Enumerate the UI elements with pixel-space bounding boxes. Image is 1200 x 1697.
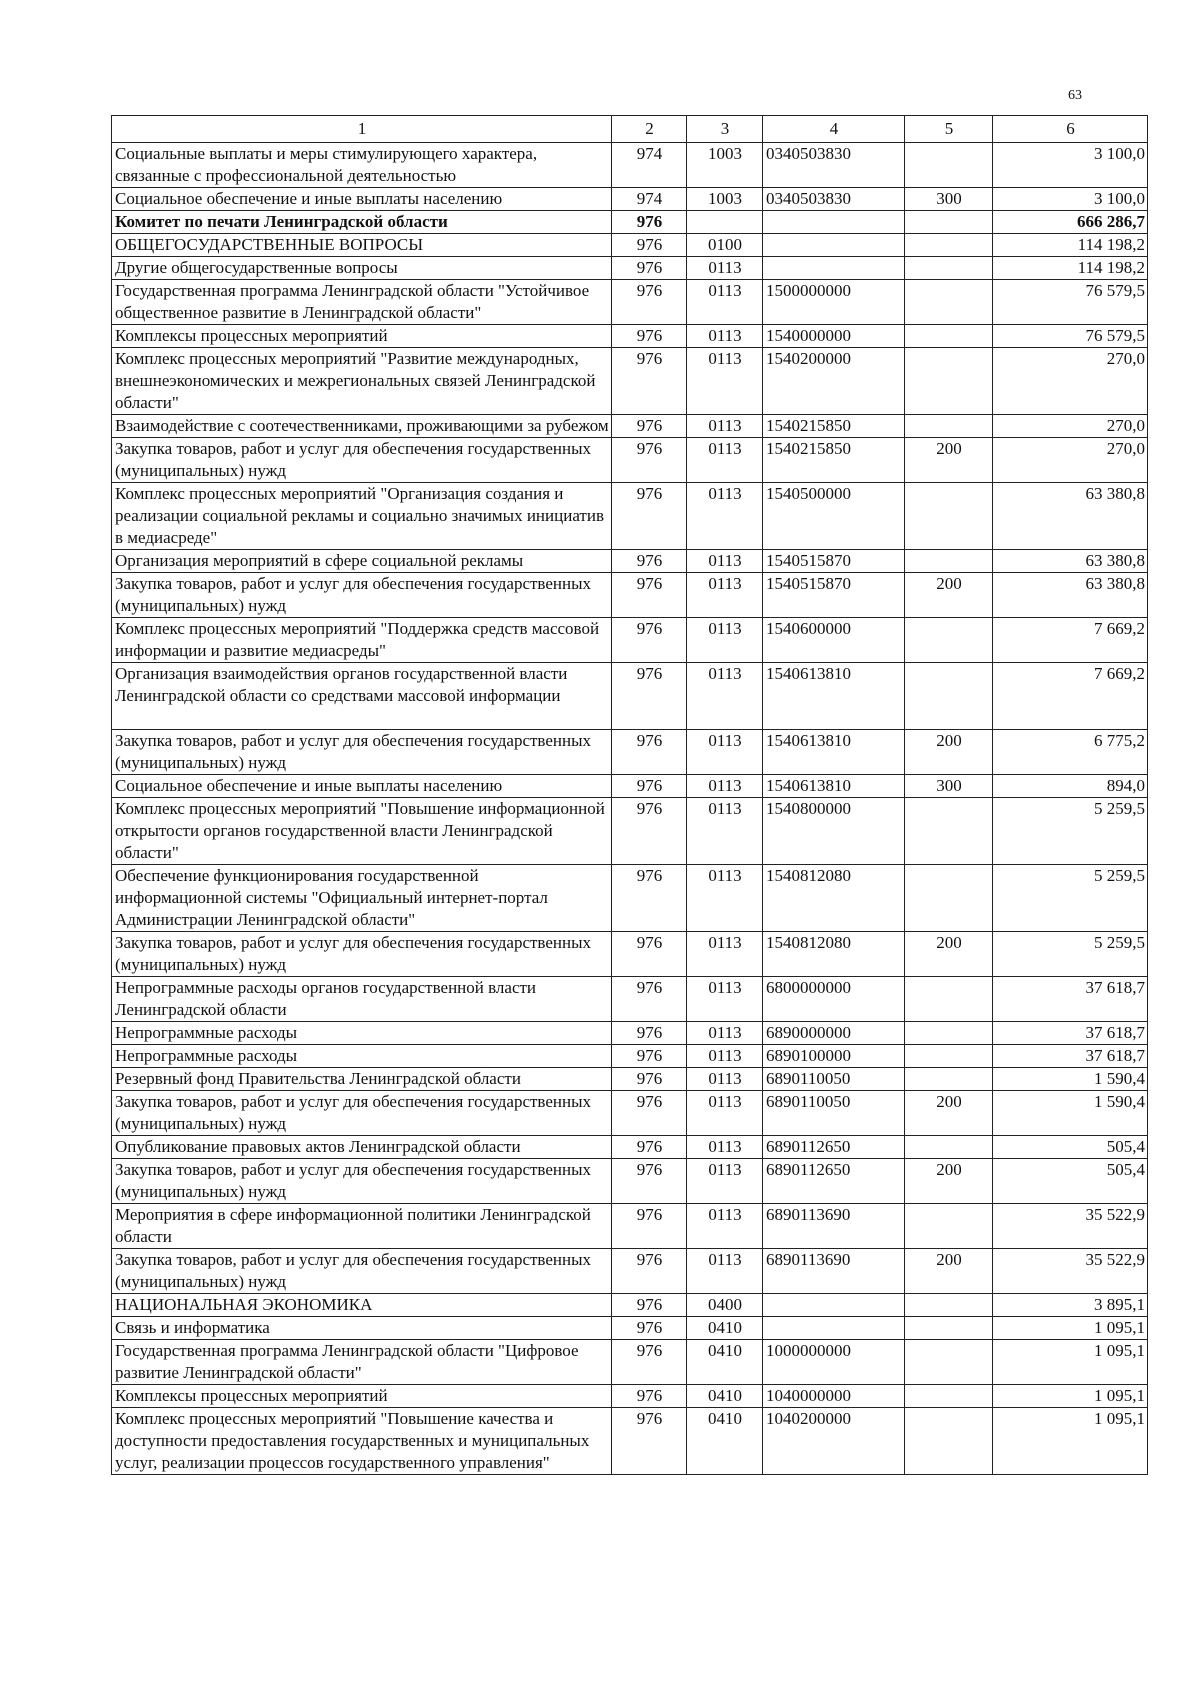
row-target-article: 1500000000 — [763, 280, 905, 325]
row-section-code: 0113 — [687, 663, 763, 730]
row-description: Социальное обеспечение и иные выплаты населению — [112, 775, 612, 798]
row-section-code: 0113 — [687, 730, 763, 775]
table-row — [112, 977, 1148, 1022]
table-row — [112, 1022, 1148, 1045]
row-target-article — [763, 211, 905, 234]
row-amount: 7 669,2 — [993, 618, 1148, 663]
row-description: Организация мероприятий в сфере социальной рекламы — [112, 550, 612, 573]
row-department-code: 976 — [612, 1136, 687, 1159]
row-amount: 76 579,5 — [993, 325, 1148, 348]
row-target-article: 0340503830 — [763, 188, 905, 211]
row-target-article: 1540613810 — [763, 775, 905, 798]
row-section-code: 0113 — [687, 1136, 763, 1159]
row-section-code: 0113 — [687, 325, 763, 348]
table-row — [112, 1249, 1148, 1294]
row-amount: 63 380,8 — [993, 550, 1148, 573]
row-amount: 114 198,2 — [993, 257, 1148, 280]
row-description: Закупка товаров, работ и услуг для обеспечения государственных (муниципальных) нужд — [112, 438, 612, 483]
table-row — [112, 483, 1148, 550]
row-section-code: 0113 — [687, 798, 763, 865]
table-row — [112, 865, 1148, 932]
table-row — [112, 550, 1148, 573]
row-target-article: 1040200000 — [763, 1408, 905, 1475]
row-department-code: 976 — [612, 1340, 687, 1385]
row-amount: 1 095,1 — [993, 1385, 1148, 1408]
row-section-code: 0113 — [687, 775, 763, 798]
header-col-4: 4 — [763, 116, 905, 143]
row-target-article: 1540613810 — [763, 663, 905, 730]
row-section-code: 0410 — [687, 1385, 763, 1408]
table-row — [112, 234, 1148, 257]
row-amount: 5 259,5 — [993, 932, 1148, 977]
row-department-code: 976 — [612, 1204, 687, 1249]
row-description: Комплекс процессных мероприятий "Поддержка средств массовой информации и развитие медиасреды" — [112, 618, 612, 663]
row-amount: 6 775,2 — [993, 730, 1148, 775]
row-expense-type — [905, 1045, 993, 1068]
row-expense-type — [905, 977, 993, 1022]
row-section-code: 0113 — [687, 483, 763, 550]
table-row — [112, 211, 1148, 234]
row-department-code: 976 — [612, 977, 687, 1022]
header-col-5: 5 — [905, 116, 993, 143]
row-department-code: 976 — [612, 1091, 687, 1136]
row-amount: 666 286,7 — [993, 211, 1148, 234]
row-description: ОБЩЕГОСУДАРСТВЕННЫЕ ВОПРОСЫ — [112, 234, 612, 257]
row-expense-type: 300 — [905, 775, 993, 798]
row-expense-type — [905, 415, 993, 438]
row-department-code: 976 — [612, 730, 687, 775]
row-section-code: 0113 — [687, 550, 763, 573]
row-amount: 76 579,5 — [993, 280, 1148, 325]
row-amount: 1 095,1 — [993, 1408, 1148, 1475]
row-department-code: 976 — [612, 1045, 687, 1068]
row-expense-type — [905, 234, 993, 257]
row-amount: 35 522,9 — [993, 1204, 1148, 1249]
row-department-code: 976 — [612, 932, 687, 977]
row-expense-type — [905, 1385, 993, 1408]
row-description: Государственная программа Ленинградской области "Устойчивое общественное развитие в Ленинградской области" — [112, 280, 612, 325]
header-col-6: 6 — [993, 116, 1148, 143]
row-expense-type — [905, 618, 993, 663]
table-row — [112, 280, 1148, 325]
row-target-article: 1040000000 — [763, 1385, 905, 1408]
row-expense-type: 200 — [905, 573, 993, 618]
row-expense-type: 200 — [905, 1091, 993, 1136]
row-expense-type — [905, 663, 993, 730]
row-amount: 1 590,4 — [993, 1091, 1148, 1136]
row-description: Закупка товаров, работ и услуг для обеспечения государственных (муниципальных) нужд — [112, 1091, 612, 1136]
row-target-article: 1540800000 — [763, 798, 905, 865]
row-section-code: 0410 — [687, 1317, 763, 1340]
row-target-article: 1540215850 — [763, 415, 905, 438]
row-department-code: 976 — [612, 618, 687, 663]
row-section-code: 0113 — [687, 1159, 763, 1204]
table-row — [112, 1136, 1148, 1159]
row-expense-type — [905, 550, 993, 573]
row-description: Связь и информатика — [112, 1317, 612, 1340]
row-expense-type: 200 — [905, 932, 993, 977]
row-target-article: 1540812080 — [763, 865, 905, 932]
row-expense-type — [905, 865, 993, 932]
row-amount: 1 095,1 — [993, 1340, 1148, 1385]
row-section-code: 0113 — [687, 1045, 763, 1068]
row-target-article — [763, 1317, 905, 1340]
row-department-code: 976 — [612, 798, 687, 865]
row-amount: 3 895,1 — [993, 1294, 1148, 1317]
row-section-code: 0113 — [687, 1204, 763, 1249]
row-department-code: 976 — [612, 865, 687, 932]
row-target-article: 6890112650 — [763, 1159, 905, 1204]
header-col-2: 2 — [612, 116, 687, 143]
row-target-article: 6890000000 — [763, 1022, 905, 1045]
row-description: Другие общегосударственные вопросы — [112, 257, 612, 280]
row-department-code: 976 — [612, 1022, 687, 1045]
row-department-code: 976 — [612, 257, 687, 280]
row-expense-type — [905, 280, 993, 325]
row-department-code: 976 — [612, 663, 687, 730]
row-amount: 505,4 — [993, 1159, 1148, 1204]
row-target-article: 6890100000 — [763, 1045, 905, 1068]
row-description: НАЦИОНАЛЬНАЯ ЭКОНОМИКА — [112, 1294, 612, 1317]
row-description: Закупка товаров, работ и услуг для обеспечения государственных (муниципальных) нужд — [112, 932, 612, 977]
row-amount: 114 198,2 — [993, 234, 1148, 257]
row-target-article: 1540515870 — [763, 573, 905, 618]
row-department-code: 976 — [612, 1294, 687, 1317]
table-row — [112, 143, 1148, 188]
row-department-code: 976 — [612, 415, 687, 438]
table-row — [112, 348, 1148, 415]
row-expense-type — [905, 325, 993, 348]
row-expense-type — [905, 143, 993, 188]
table-row — [112, 1068, 1148, 1091]
row-amount: 1 590,4 — [993, 1068, 1148, 1091]
header-row — [112, 116, 1148, 143]
table-row — [112, 932, 1148, 977]
budget-table — [111, 115, 1148, 1475]
row-description: Закупка товаров, работ и услуг для обеспечения государственных (муниципальных) нужд — [112, 730, 612, 775]
table-row — [112, 730, 1148, 775]
row-description: Закупка товаров, работ и услуг для обеспечения государственных (муниципальных) нужд — [112, 573, 612, 618]
row-expense-type — [905, 211, 993, 234]
row-target-article: 6890113690 — [763, 1249, 905, 1294]
table-row — [112, 188, 1148, 211]
row-expense-type: 200 — [905, 438, 993, 483]
table-row — [112, 663, 1148, 730]
row-amount: 1 095,1 — [993, 1317, 1148, 1340]
row-description: Обеспечение функционирования государственной информационной системы "Официальный интернет-портал Администрации Ленинградской области" — [112, 865, 612, 932]
row-department-code: 976 — [612, 325, 687, 348]
row-amount: 63 380,8 — [993, 483, 1148, 550]
row-amount: 3 100,0 — [993, 143, 1148, 188]
row-expense-type: 200 — [905, 730, 993, 775]
row-department-code: 976 — [612, 1249, 687, 1294]
row-section-code: 1003 — [687, 188, 763, 211]
row-description: Непрограммные расходы — [112, 1045, 612, 1068]
row-section-code: 1003 — [687, 143, 763, 188]
row-department-code: 974 — [612, 143, 687, 188]
row-target-article: 0340503830 — [763, 143, 905, 188]
row-amount: 270,0 — [993, 438, 1148, 483]
row-expense-type — [905, 1204, 993, 1249]
page-number: 63 — [1068, 88, 1082, 103]
row-amount: 894,0 — [993, 775, 1148, 798]
row-amount: 35 522,9 — [993, 1249, 1148, 1294]
row-section-code: 0113 — [687, 1068, 763, 1091]
row-target-article: 1540000000 — [763, 325, 905, 348]
row-expense-type — [905, 1317, 993, 1340]
row-expense-type — [905, 1068, 993, 1091]
row-target-article: 1540812080 — [763, 932, 905, 977]
table-row — [112, 1159, 1148, 1204]
table-row — [112, 415, 1148, 438]
row-description: Организация взаимодействия органов государственной власти Ленинградской области со средствами массовой информации — [112, 663, 612, 730]
row-target-article: 1540500000 — [763, 483, 905, 550]
row-department-code: 976 — [612, 1159, 687, 1204]
row-department-code: 976 — [612, 1068, 687, 1091]
row-target-article: 1540613810 — [763, 730, 905, 775]
row-expense-type — [905, 348, 993, 415]
row-section-code: 0113 — [687, 1022, 763, 1045]
row-amount: 3 100,0 — [993, 188, 1148, 211]
row-section-code: 0100 — [687, 234, 763, 257]
row-section-code: 0113 — [687, 348, 763, 415]
row-target-article: 6890110050 — [763, 1091, 905, 1136]
table-row — [112, 1091, 1148, 1136]
row-description: Опубликование правовых актов Ленинградской области — [112, 1136, 612, 1159]
row-department-code: 976 — [612, 775, 687, 798]
row-section-code: 0410 — [687, 1408, 763, 1475]
row-expense-type: 200 — [905, 1159, 993, 1204]
row-expense-type — [905, 1022, 993, 1045]
row-target-article: 6890113690 — [763, 1204, 905, 1249]
row-target-article: 1540215850 — [763, 438, 905, 483]
row-expense-type — [905, 798, 993, 865]
row-expense-type — [905, 483, 993, 550]
row-description: Взаимодействие с соотечественниками, проживающими за рубежом — [112, 415, 612, 438]
row-amount: 270,0 — [993, 415, 1148, 438]
row-section-code: 0113 — [687, 1249, 763, 1294]
row-department-code: 976 — [612, 1385, 687, 1408]
row-department-code: 976 — [612, 1408, 687, 1475]
row-description: Государственная программа Ленинградской области "Цифровое развитие Ленинградской области" — [112, 1340, 612, 1385]
row-section-code: 0113 — [687, 977, 763, 1022]
row-department-code: 976 — [612, 550, 687, 573]
row-description: Закупка товаров, работ и услуг для обеспечения государственных (муниципальных) нужд — [112, 1249, 612, 1294]
table-row — [112, 618, 1148, 663]
row-amount: 37 618,7 — [993, 977, 1148, 1022]
row-section-code: 0113 — [687, 618, 763, 663]
row-amount: 37 618,7 — [993, 1022, 1148, 1045]
table-row — [112, 1204, 1148, 1249]
table-body — [112, 143, 1148, 1475]
row-department-code: 976 — [612, 280, 687, 325]
row-department-code: 974 — [612, 188, 687, 211]
row-section-code: 0113 — [687, 415, 763, 438]
row-description: Комплекс процессных мероприятий "Развитие международных, внешнеэкономических и межрегиональных связей Ленинградской области" — [112, 348, 612, 415]
row-section-code — [687, 211, 763, 234]
row-description: Непрограммные расходы органов государственной власти Ленинградской области — [112, 977, 612, 1022]
row-expense-type — [905, 257, 993, 280]
table-row — [112, 1294, 1148, 1317]
table-row — [112, 1340, 1148, 1385]
row-section-code: 0113 — [687, 932, 763, 977]
row-amount: 270,0 — [993, 348, 1148, 415]
row-expense-type — [905, 1408, 993, 1475]
table-row — [112, 325, 1148, 348]
table-row — [112, 1317, 1148, 1340]
row-expense-type — [905, 1136, 993, 1159]
row-target-article: 6890110050 — [763, 1068, 905, 1091]
row-description: Мероприятия в сфере информационной политики Ленинградской области — [112, 1204, 612, 1249]
row-target-article — [763, 1294, 905, 1317]
row-description: Комплекс процессных мероприятий "Повышение информационной открытости органов государственной власти Ленинградской области" — [112, 798, 612, 865]
row-target-article: 6800000000 — [763, 977, 905, 1022]
row-expense-type — [905, 1340, 993, 1385]
row-description: Закупка товаров, работ и услуг для обеспечения государственных (муниципальных) нужд — [112, 1159, 612, 1204]
row-description: Комплексы процессных мероприятий — [112, 1385, 612, 1408]
row-department-code: 976 — [612, 483, 687, 550]
row-section-code: 0400 — [687, 1294, 763, 1317]
table-row — [112, 775, 1148, 798]
row-description: Комплексы процессных мероприятий — [112, 325, 612, 348]
row-target-article: 1540515870 — [763, 550, 905, 573]
table-row — [112, 1385, 1148, 1408]
row-description: Социальные выплаты и меры стимулирующего характера, связанные с профессиональной деятельностью — [112, 143, 612, 188]
row-section-code: 0113 — [687, 573, 763, 618]
row-target-article: 1540600000 — [763, 618, 905, 663]
row-description: Социальное обеспечение и иные выплаты населению — [112, 188, 612, 211]
row-department-code: 976 — [612, 573, 687, 618]
row-target-article: 1540200000 — [763, 348, 905, 415]
row-amount: 5 259,5 — [993, 865, 1148, 932]
row-amount: 5 259,5 — [993, 798, 1148, 865]
row-section-code: 0113 — [687, 280, 763, 325]
row-description: Комитет по печати Ленинградской области — [112, 211, 612, 234]
row-department-code: 976 — [612, 211, 687, 234]
row-section-code: 0410 — [687, 1340, 763, 1385]
row-target-article: 6890112650 — [763, 1136, 905, 1159]
row-section-code: 0113 — [687, 257, 763, 280]
row-amount: 7 669,2 — [993, 663, 1148, 730]
row-amount: 63 380,8 — [993, 573, 1148, 618]
header-col-1: 1 — [112, 116, 612, 143]
table-row — [112, 257, 1148, 280]
row-expense-type — [905, 1294, 993, 1317]
header-col-3: 3 — [687, 116, 763, 143]
row-department-code: 976 — [612, 348, 687, 415]
row-section-code: 0113 — [687, 1091, 763, 1136]
row-description: Резервный фонд Правительства Ленинградской области — [112, 1068, 612, 1091]
row-target-article: 1000000000 — [763, 1340, 905, 1385]
table-row — [112, 438, 1148, 483]
table-row — [112, 798, 1148, 865]
table-row — [112, 1408, 1148, 1475]
row-section-code: 0113 — [687, 865, 763, 932]
row-expense-type: 300 — [905, 188, 993, 211]
row-description: Непрограммные расходы — [112, 1022, 612, 1045]
table-row — [112, 573, 1148, 618]
row-department-code: 976 — [612, 234, 687, 257]
row-department-code: 976 — [612, 1317, 687, 1340]
row-expense-type: 200 — [905, 1249, 993, 1294]
row-target-article — [763, 257, 905, 280]
row-target-article — [763, 234, 905, 257]
row-section-code: 0113 — [687, 438, 763, 483]
row-description: Комплекс процессных мероприятий "Организация создания и реализации социальной рекламы и социально значимых инициатив в медиасреде" — [112, 483, 612, 550]
table-row — [112, 1045, 1148, 1068]
row-description: Комплекс процессных мероприятий "Повышение качества и доступности предоставления государственных и муниципальных услуг, реализации процессов государственного управления" — [112, 1408, 612, 1475]
row-department-code: 976 — [612, 438, 687, 483]
row-amount: 505,4 — [993, 1136, 1148, 1159]
row-amount: 37 618,7 — [993, 1045, 1148, 1068]
